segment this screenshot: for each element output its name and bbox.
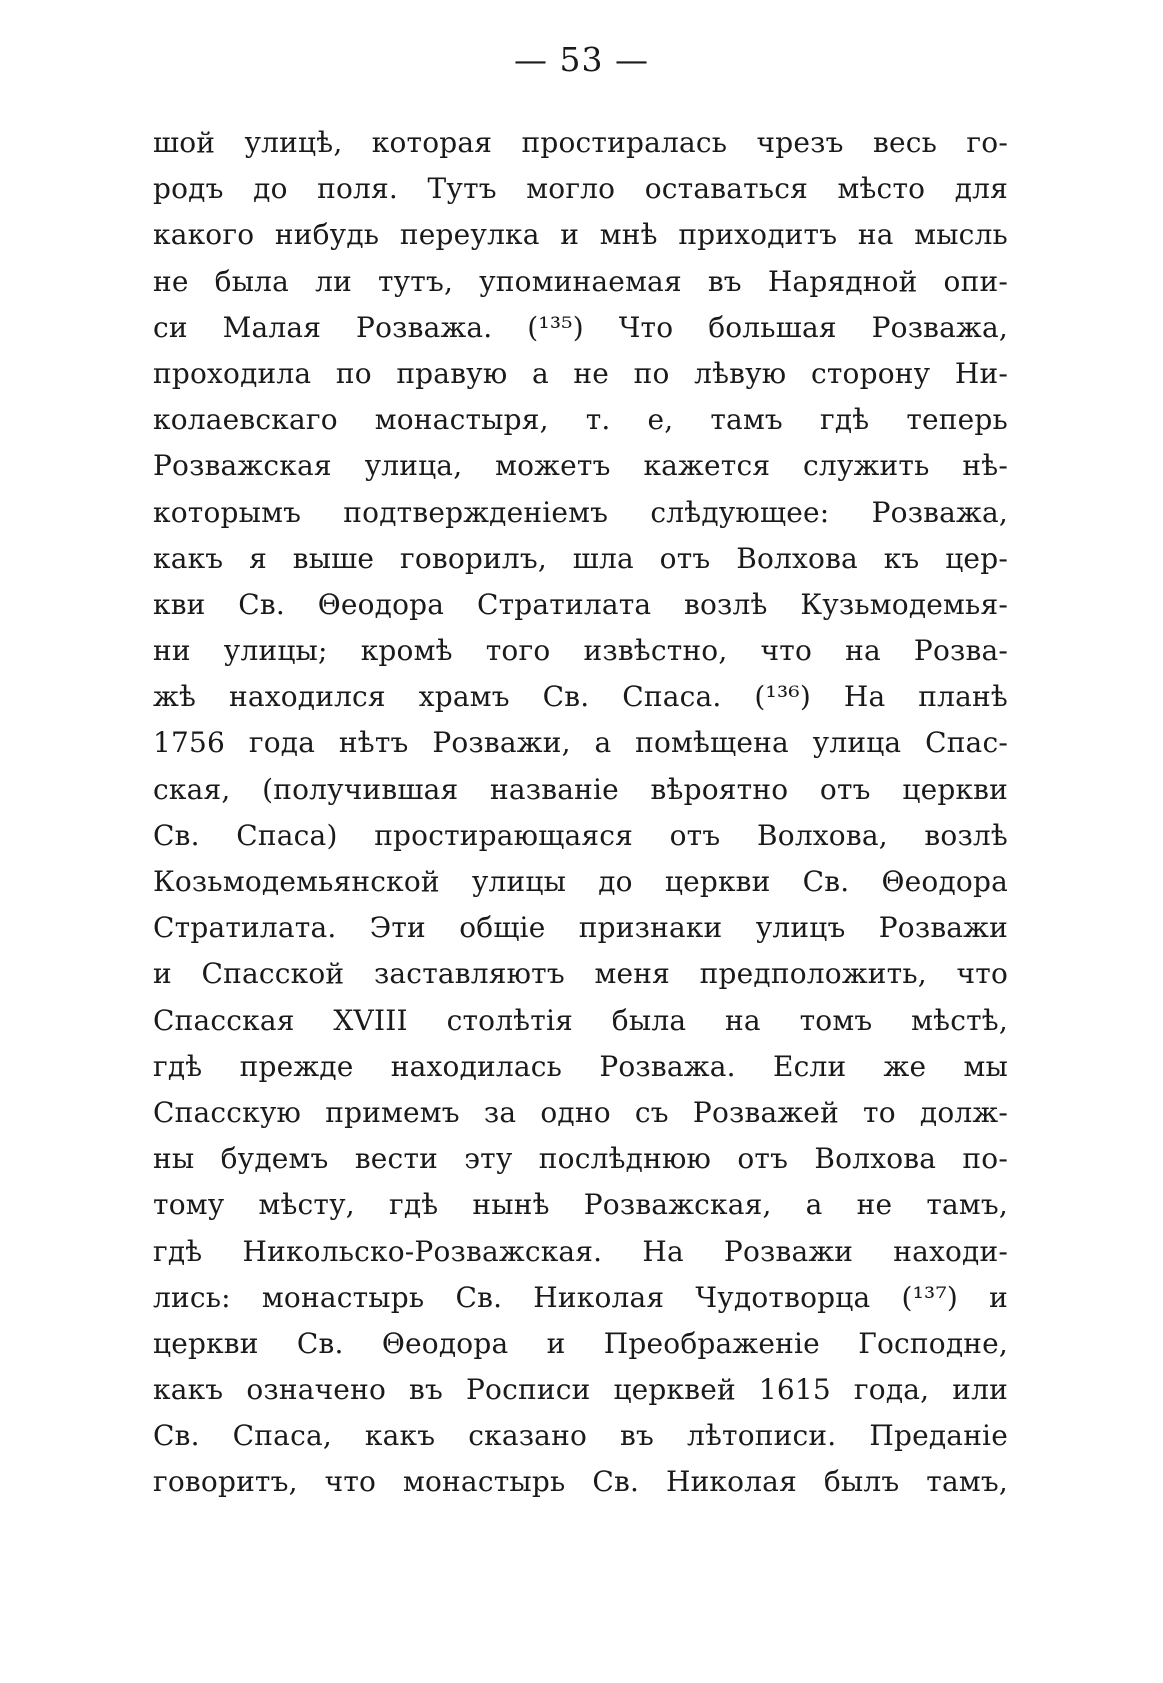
text-line: гдѣ прежде находилась Розважа. Если же мы [153, 1049, 1008, 1083]
text-line: кви Св. Θеодора Стратилата возлѣ Кузьмодемья- [153, 587, 1008, 621]
text-line: си Малая Розважа. (¹³⁵) Что большая Розважа, [153, 310, 1008, 344]
text-line: жѣ находился храмъ Св. Спаса. (¹³⁶) На планѣ [153, 680, 1008, 714]
text-body [153, 120, 1008, 1506]
text-line: Спасская XVIII столѣтія была на томъ мѣстѣ, [153, 1003, 1008, 1037]
text-line: говоритъ, что монастырь Св. Николая былъ тамъ, [153, 1465, 1008, 1499]
text-line: гдѣ Никольско-Розважская. На Розважи находи- [153, 1234, 1008, 1268]
text-line: ни улицы; кромѣ того извѣстно, что на Розва- [153, 634, 1008, 668]
text-line: Св. Спаса) простирающаяся отъ Волхова, возлѣ [153, 818, 1008, 852]
text-line: лись: монастырь Св. Николая Чудотворца (¹³⁷) и [153, 1280, 1008, 1314]
text-line: колаевскаго монастыря, т. е, тамъ гдѣ теперь [153, 403, 1008, 437]
text-line: Козьмодемьянской улицы до церкви Св. Θеодора [153, 865, 1008, 898]
page-number: — 53 — [514, 40, 649, 79]
text-line: церкви Св. Θеодора и Преображеніе Господне, [153, 1326, 1008, 1360]
text-line: Спасскую примемъ за одно съ Розважей то долж- [153, 1095, 1008, 1129]
text-line: проходила по правую а не по лѣвую сторону Ни- [153, 356, 1008, 390]
text-line: какъ я выше говорилъ, шла отъ Волхова къ цер- [153, 541, 1008, 575]
text-line: шой улицѣ, которая простиралась чрезъ весь го- [153, 126, 1008, 159]
text-line: которымъ подтвержденіемъ слѣдующее: Розважа, [153, 495, 1008, 529]
text-line: ская, (получившая названіе вѣроятно отъ церкви [153, 772, 1008, 806]
text-line: какъ означено въ Росписи церквей 1615 года, или [153, 1373, 1008, 1407]
text-line: Св. Спаса, какъ сказано въ лѣтописи. Преданіе [153, 1419, 1008, 1453]
text-line: Стратилата. Эти общіе признаки улицъ Розважи [153, 911, 1008, 945]
text-line: и Спасской заставляютъ меня предположить, что [153, 957, 1008, 991]
text-line: родъ до поля. Тутъ могло оставаться мѣсто для [153, 172, 1008, 206]
text-line: ны будемъ вести эту послѣднюю отъ Волхова по- [153, 1142, 1008, 1176]
text-line: не была ли тутъ, упоминаемая въ Нарядной опи- [153, 264, 1008, 298]
text-line: 1756 года нѣтъ Розважи, а помѣщена улица Спас- [153, 726, 1008, 760]
text-line: Розважская улица, можетъ кажется служить нѣ- [153, 449, 1008, 483]
text-line: тому мѣсту, гдѣ нынѣ Розважская, а не тамъ, [153, 1188, 1008, 1222]
text-line: какого нибудь переулка и мнѣ приходитъ на мысль [153, 218, 1008, 252]
